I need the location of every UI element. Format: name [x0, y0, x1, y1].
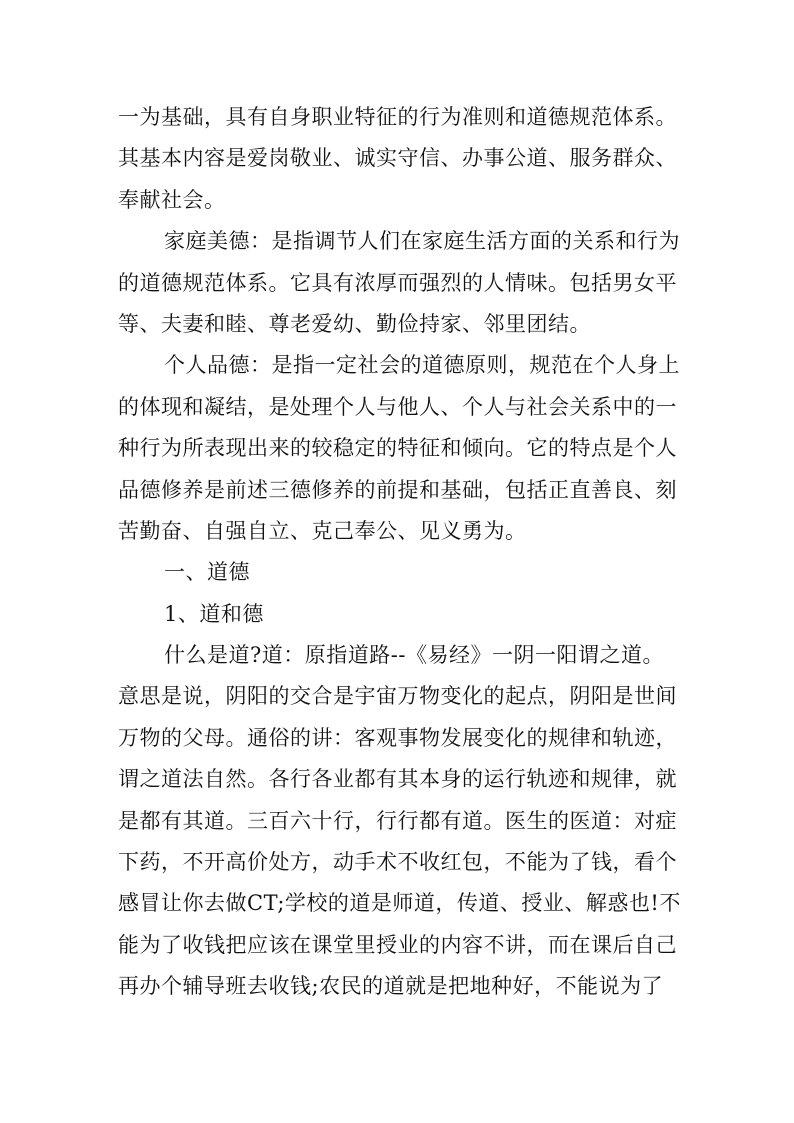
- text-line: 下药，不开高价处方，动手术不收红包，不能为了钱，看个: [118, 850, 677, 875]
- text-line: 能为了收钱把应该在课堂里授业的内容不讲，而在课后自己: [118, 932, 677, 957]
- text-line: 苦勤奋、自强自立、克己奉公、见义勇为。: [118, 518, 527, 543]
- paragraph-start-line: 个人品德：是指一定社会的道德原则，规范在个人身上: [164, 353, 680, 378]
- text-line: 其基本内容是爱岗敬业、诚实守信、办事公道、服务群众、: [118, 146, 677, 171]
- text-line: 品德修养是前述三德修养的前提和基础，包括正直善良、刻: [118, 477, 677, 502]
- text-line: 的道德规范体系。它具有浓厚而强烈的人情味。包括男女平: [118, 270, 677, 295]
- text-line: 意思是说，阴阳的交合是宇宙万物变化的起点，阴阳是世间: [118, 684, 677, 709]
- subsection-heading: 1、道和德: [164, 601, 264, 626]
- paragraph-start-line: 什么是道?道：原指道路--《易经》一阴一阳谓之道。: [164, 643, 664, 668]
- text-line: 谓之道法自然。各行各业都有其本身的运行轨迹和规律，就: [118, 767, 677, 792]
- text-line: 一为基础，具有自身职业特征的行为准则和道德规范体系。: [118, 105, 677, 129]
- text-line: 万物的父母。通俗的讲：客观事物发展变化的规律和轨迹，: [118, 725, 677, 750]
- text-line: 奉献社会。: [118, 187, 226, 212]
- text-line: 感冒让你去做CT;学校的道是师道，传道、授业、解惑也!不: [118, 891, 681, 916]
- text-line: 再办个辅导班去收钱;农民的道就是把地种好，不能说为了: [118, 974, 664, 999]
- text-line: 的体现和凝结，是处理个人与他人、个人与社会关系中的一: [118, 394, 677, 419]
- document-body: [118, 97, 688, 1008]
- section-heading: 一、道德: [164, 560, 250, 585]
- text-line: 是都有其道。三百六十行，行行都有道。医生的医道：对症: [118, 808, 677, 833]
- paragraph-start-line: 家庭美德：是指调节人们在家庭生活方面的关系和行为: [164, 229, 680, 254]
- text-line: 种行为所表现出来的较稳定的特征和倾向。它的特点是个人: [118, 436, 677, 461]
- text-line: 等、夫妻和睦、尊老爱幼、勤俭持家、邻里团结。: [118, 311, 591, 336]
